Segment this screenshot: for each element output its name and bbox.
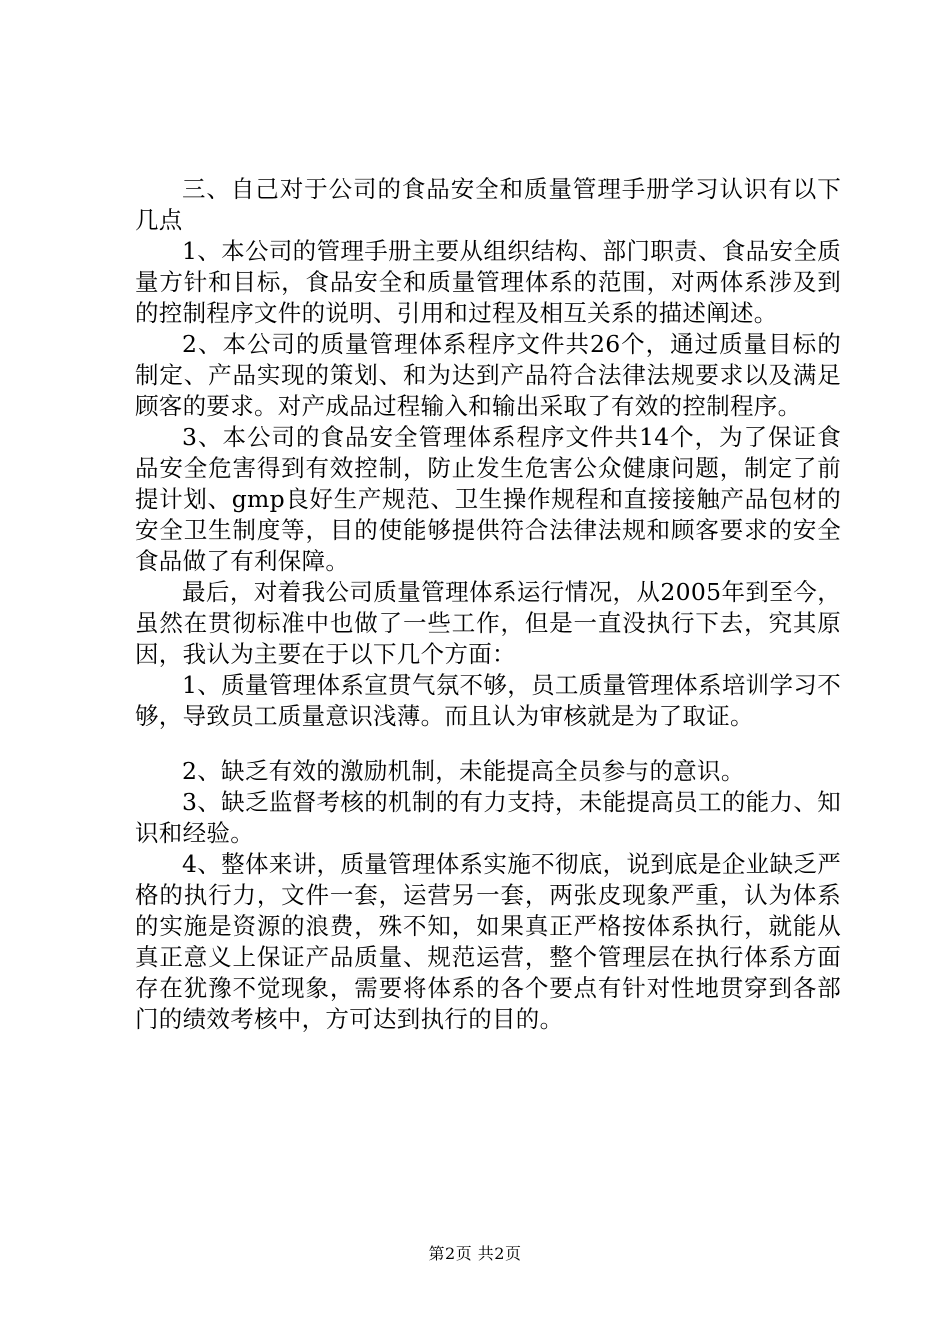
paragraph-manual-overview: 1、本公司的管理手册主要从组织结构、部门职责、食品安全质量方针和目标，食品安全和质量管理体系的范围，对两体系涉及到的控制程序文件的说明、引用和过程及相互关系的描述阐述。 bbox=[135, 237, 841, 327]
paragraph-issue-three: 3、缺乏监督考核的机制的有力支持，未能提高员工的能力、知识和经验。 bbox=[135, 788, 841, 847]
page-number-footer: 第2页 共2页 bbox=[428, 1244, 522, 1263]
paragraph-issue-four: 4、整体来讲，质量管理体系实施不彻底，说到底是企业缺乏严格的执行力，文件一套，运营另一套，两张皮现象严重，认为体系的实施是资源的浪费，殊不知，如果真正严格按体系执行，就能从真正意义上保证产品质量、规范运营，整个管理层在执行体系方面存在犹豫不觉现象，需要将体系的各个要点有针对性地贯穿到各部门的绩效考核中，方可达到执行的目的。 bbox=[135, 850, 841, 1033]
paragraph-conclusion-intro: 最后，对着我公司质量管理体系运行情况，从2005年到至今，虽然在贯彻标准中也做了一些工作，但是一直没执行下去，究其原因，我认为主要在于以下几个方面： bbox=[135, 578, 841, 668]
paragraph-issue-two: 2、缺乏有效的激励机制，未能提高全员参与的意识。 bbox=[182, 757, 745, 785]
paragraph-food-safety-procedures: 3、本公司的食品安全管理体系程序文件共14个，为了保证食品安全危害得到有效控制，防止发生危害公众健康问题，制定了前提计划、gmp良好生产规范、卫生操作规程和直接接触产品包材的安全卫生制度等，目的使能够提供符合法律法规和顾客要求的安全食品做了有利保障。 bbox=[135, 423, 841, 575]
paragraph-issue-one: 1、质量管理体系宣贯气氛不够，员工质量管理体系培训学习不够，导致员工质量意识浅薄。而且认为审核就是为了取证。 bbox=[135, 671, 841, 730]
paragraph-quality-procedures: 2、本公司的质量管理体系程序文件共26个，通过质量目标的制定、产品实现的策划、和为达到产品符合法律法规要求以及满足顾客的要求。对产成品过程输入和输出采取了有效的控制程序。 bbox=[135, 330, 841, 420]
paragraph-section-three-heading: 三、自己对于公司的食品安全和质量管理手册学习认识有以下几点 bbox=[135, 175, 841, 234]
document-body bbox=[135, 174, 841, 1035]
